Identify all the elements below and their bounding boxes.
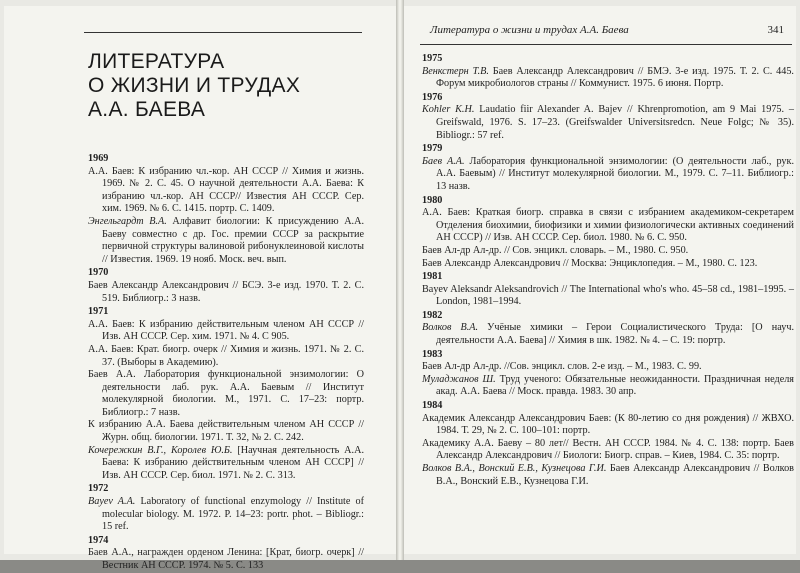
- year-heading: 1972: [88, 483, 109, 495]
- entry-author: Кочережкин В.Г., Королев Ю.Б.: [88, 444, 233, 456]
- bibliography-entry: [422, 438, 794, 463]
- title-line: ЛИТЕРАТУРА: [88, 50, 225, 73]
- year-heading: 1975: [422, 53, 443, 64]
- bibliography-column-left: [88, 152, 364, 573]
- right-page: [404, 6, 796, 554]
- entry-text: Академик Александр Александрович Баев: (К 80-летию со дня рождения) // ЖВХО. 1984. Т. 29, № 2. С. 100–101: портр.: [422, 412, 794, 437]
- entry-text: А.А. Баев: К избранию чл.-кор. АН СССР // Химия и жизнь. 1969. № 2. С. 45. О научной деятельности А.А. Баева: К избранию чл.-кор. АН СССР// Известия АН СССР. Сер. хим. 1969. № 6. С. 1415. портр. С. 1409.: [88, 165, 364, 215]
- year-heading: 1974: [88, 534, 109, 546]
- left-page: [4, 6, 396, 571]
- page-number: 341: [767, 24, 784, 36]
- entry-text: Баев Александр Александрович // БМЭ. 3-е изд. 1975. Т. 2. С. 445. Форум микробиологов страны // Коммунист. 1975. 6 июня. Портр.: [436, 65, 794, 90]
- entry-text: [Научная деятельность А.А. Баева: К избранию действительным членом АН СССР] // Изв. АН СССР. Сер. биол. 1971. № 2. С. 313.: [102, 444, 364, 481]
- year-heading: 1981: [422, 271, 443, 283]
- entry-text: А.А. Баев: Крат. биогр. очерк // Химия и жизнь. 1971. № 2. С. 37. (Выборы в Академию).: [88, 343, 364, 368]
- bibliography-entry: [422, 245, 794, 258]
- bibliography-entry: [88, 369, 364, 419]
- entry-text: Учёные химики – Герои Социалистического Труда: [О науч. деятельности А.А. Баева] // Химия в шк. 1982. № 4. – С. 19: портр.: [436, 322, 794, 347]
- book-gutter: [396, 0, 404, 560]
- year-heading: 1969: [88, 153, 109, 164]
- entry-author: Муладжанов Ш.: [422, 373, 496, 385]
- top-rule: [84, 32, 362, 33]
- year-heading: 1980: [422, 194, 443, 206]
- bibliography-entry: [422, 258, 794, 271]
- bibliography-entry: [422, 413, 794, 438]
- bibliography-entry: [88, 445, 364, 483]
- entry-author: Венкстерн Т.В.: [422, 65, 489, 77]
- entry-text: Bayev Aleksandr Aleksandrovich // The International who's who. 45–58 cd., 1981–1995. – London, 1981–1994.: [422, 283, 794, 308]
- bibliography-entry: [422, 156, 794, 194]
- bibliography-entry: [88, 166, 364, 216]
- running-head: Литература о жизни и трудах А.А. Баева: [430, 24, 629, 36]
- bibliography-entry: [88, 344, 364, 369]
- bibliography-entry: [422, 361, 794, 374]
- entry-text: Laboratory of functional enzymology // Institute of molecular biology. M. 1972. P. 14–23: portr. phot. – Bibliogr.: 15 ref.: [102, 496, 364, 533]
- entry-text: Баев Александр Александрович // БСЭ. 3-е изд. 1970. Т. 2. С. 519. Библиогр.: 3 назв.: [88, 279, 364, 304]
- bibliography-entry: [422, 207, 794, 245]
- entry-text: Академику А.А. Баеву – 80 лет// Вестн. АН СССР. 1984. № 4. С. 138: портр. Баев Александр Александрович // Биологи: Биогр. справ. – Киев, 1984. С. 35: портр.: [422, 437, 794, 462]
- entry-text: А.А. Баев: К избранию действительным членом АН СССР // Изв. АН СССР. Сер. хим. 1971. № 4. С 905.: [88, 318, 364, 343]
- entry-text: Баев Александр Александрович // Волков В.А., Вонский Е.В., Кузнецова Г.И.: [436, 463, 794, 487]
- bibliography-entry: [88, 280, 364, 305]
- bibliography-entry: [422, 284, 794, 309]
- year-heading: 1970: [88, 267, 109, 279]
- year-heading: 1976: [422, 91, 443, 103]
- bibliography-entry: [422, 374, 794, 399]
- bibliography-entry: [88, 419, 364, 444]
- entry-text: Алфавит биологии: К присуждению А.А. Баеву совместно с др. Гос. премии СССР за раскрытие первичной структуры валиновой рибонуклеиновой кислоты // Известия. 1969. 19 нояб. Моск. веч. вып.: [102, 215, 365, 265]
- year-heading: 1982: [422, 309, 443, 321]
- bibliography-entry: [88, 216, 364, 266]
- page-title: [88, 50, 368, 122]
- title-line: О ЖИЗНИ И ТРУДАХ: [88, 74, 301, 97]
- entry-author: Волков В.А., Вонский Е.В., Кузнецова Г.И.: [422, 463, 607, 474]
- entry-text: А.А. Баев: Краткая биогр. справка в связи с избранием академиком-секретарем Отделения биохимии, биофизики и химии физиологически активных соединений АН СССР) // Изв. АН СССР. Сер. биол. 1980. № 6. С. 950.: [422, 207, 794, 244]
- entry-text: Баев Ал-др Ал-др. // Сов. энцикл. словарь. – М., 1980. С. 950.: [422, 244, 689, 256]
- bibliography-entry: [422, 463, 794, 488]
- title-line: А.А. БАЕВА: [88, 98, 206, 121]
- bibliography-entry: [88, 496, 364, 534]
- entry-text: Баев А.А., награжден орденом Ленина: [Крат, биогр. очерк] // Вестник АН СССР. 1974. № 5. С. 133: [88, 547, 364, 571]
- entry-text: Laudatio fiir Alexander A. Bajev // Khrenpromotion, am 9 Mai 1975. – Greifswald, 1976. S. 17–23. (Greifswalder Universitsredcn. Neue Folgc; № 35). Bibliogr.: 57 ref.: [436, 104, 794, 141]
- bibliography-entry: [88, 547, 364, 572]
- bibliography-entry: [422, 66, 794, 91]
- year-heading: 1979: [422, 143, 443, 155]
- bibliography-entry: [88, 319, 364, 344]
- bibliography-column-right: [422, 52, 794, 488]
- entry-author: Волков В.А.: [422, 322, 479, 334]
- entry-author: Энгельгардт В.А.: [88, 215, 167, 227]
- entry-text: Баев Ал-др Ал-др. //Сов. энцикл. слов. 2-е изд. – М., 1983. С. 99.: [422, 361, 702, 373]
- entry-text: Лаборатория функциональной энзимологии: (О деятельности лаб., рук. А.А. Баевым) // Институт молекулярной биологии. М., 1979. С. 7–11. Библиогр.: 13 назв.: [436, 155, 794, 192]
- entry-author: Kohler K.H.: [422, 104, 475, 116]
- entry-text: Баев А.А. Лаборатория функциональной энзимологии: О деятельности лаб. рук. А.А. Баевым // Институт молекулярной биологии. М., 1971. С. 17–23: портр. Библиогр.: 7 назв.: [88, 369, 364, 418]
- entry-text: Труд ученого: Обязательные неожиданности. Праздничная неделя акад. А.А. Баева // Моск. правда. 1983. 30 апр.: [436, 373, 794, 398]
- entry-text: К избранию А.А. Баева действительным членом АН СССР // Журн. общ. биологии. 1971. Т. 32, № 2. С. 242.: [88, 419, 364, 444]
- year-heading: 1971: [88, 306, 109, 318]
- entry-author: Bayev A.A.: [88, 496, 136, 508]
- bibliography-entry: [422, 104, 794, 142]
- year-heading: 1983: [422, 348, 443, 360]
- entry-text: Баев Александр Александрович // Москва: Энциклопедия. – М., 1980. С. 123.: [422, 257, 758, 269]
- bibliography-entry: [422, 322, 794, 347]
- header-rule: [420, 44, 792, 45]
- entry-author: Баев А.А.: [422, 155, 465, 167]
- year-heading: 1984: [422, 400, 443, 412]
